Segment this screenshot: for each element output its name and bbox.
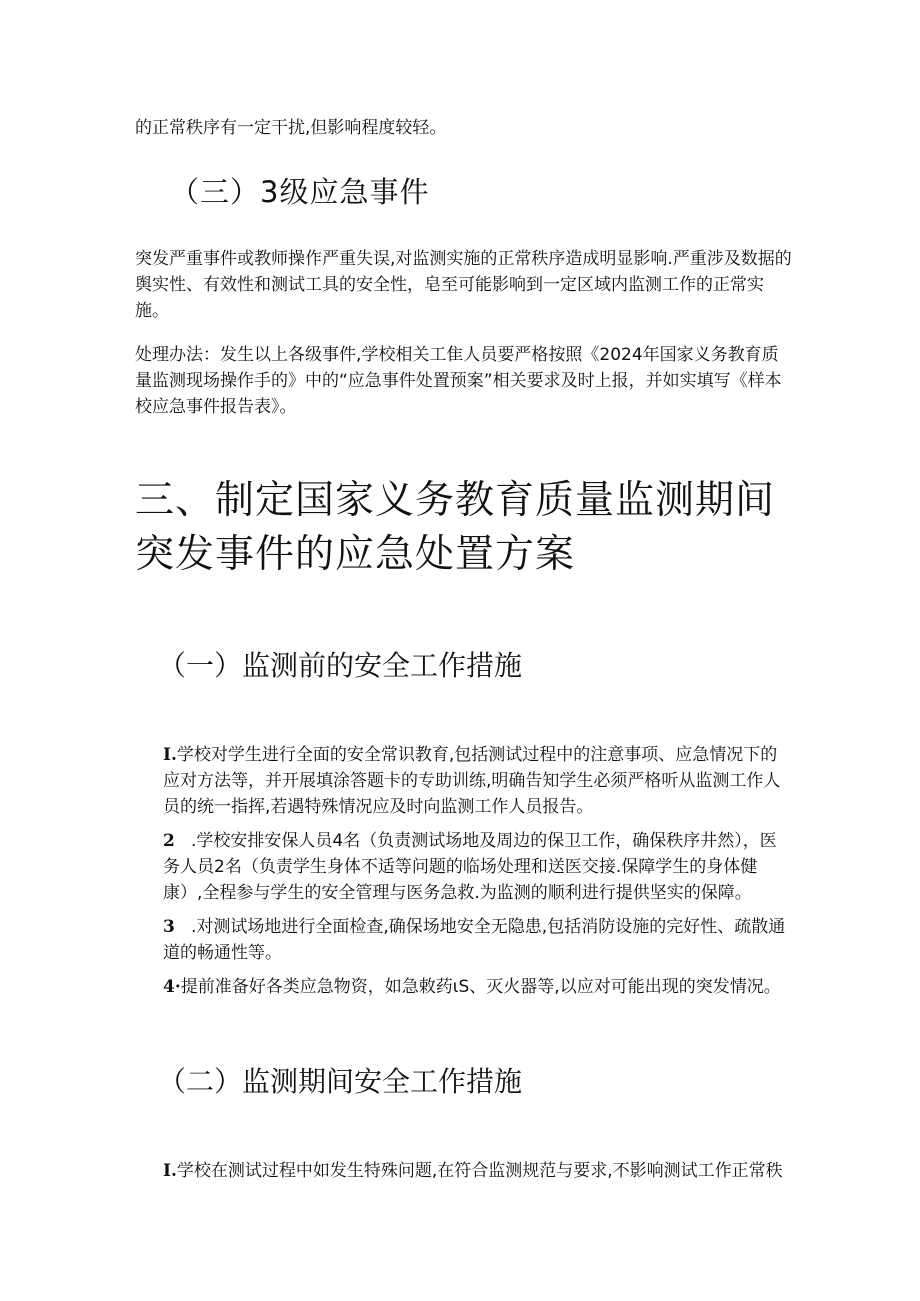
list-item-text: .对测试场地进行全面检查,确保场地安全无隐患,包括消防设施的完好性、疏散通道的畅通性等。: [163, 917, 786, 963]
list-item: [163, 914, 788, 966]
list-item-text: 提前准备好各类应急物资，如急敕药ιS、灭火器等,以应对可能出现的突发情况。: [180, 977, 781, 997]
subsection-1-list: [163, 742, 788, 1008]
list-item-number: I.: [163, 1161, 177, 1181]
list-item-text: .学校安排安保人员4名（负责测试场地及周边的保卫工作，确保秩序井然），医务人员2名（负责学生身体不适等问题的临场处理和送医交接.保障学生的身体健康）,全程参与学生的安全管理与医务急救.为监测的顺利进行提供坚实的保障。: [163, 831, 777, 903]
section-heading: 三、制定国家义务教育质量监测期间突发事件的应急处置方案: [135, 478, 776, 577]
list-item-number: I.: [163, 745, 177, 765]
list-item-number: 4·: [163, 977, 181, 997]
list-item-text: 学校在测试过程中如发生特殊问题,在符合监测规范与要求,不影响测试工作正常秩: [176, 1161, 783, 1181]
level3-heading: （三）3级应急事件: [170, 175, 430, 209]
handling-paragraph: 处理办法：发生以上各级事件,学校相关工隹人员要严格按照《2024年国家义务教育质量监测现场操作手的》中的“应急事件处置预案”相关要求及时上报，并如实填写《样本校应急事件报告表》。: [135, 345, 782, 417]
level3-description: 突发严重事件或教师操作严重失误,对监测实施的正常秩序造成明显影响.严重涉及数据的舆实性、有效性和测试工具的安全性，皂至可能影响到一定区域内监测工作的正常实施。: [135, 249, 792, 321]
list-item-text: 学校对学生进行全面的安全常识教育,包括测试过程中的注意事项、应急情况下的应对方法等，并开展填涂答题卡的专助训练,明确告知学生必须严格听从监测工作人员的统一指挥,若遇特殊情况应及时向监测工作人员报告。: [163, 745, 781, 817]
list-item: [163, 1158, 788, 1184]
subsection-2-heading: （二）监测期间安全工作措施: [158, 1065, 523, 1098]
list-item-number: 2: [163, 831, 175, 851]
list-item-number: 3: [163, 917, 175, 937]
subsection-2-list: [163, 1158, 788, 1192]
subsection-1-heading: （一）监测前的安全工作措施: [158, 649, 523, 682]
lead-paragraph: 的正常秩序有一定干扰,但影响程度较轻。: [135, 118, 447, 138]
list-item: [163, 742, 788, 820]
list-item: [163, 828, 788, 906]
list-item: [163, 974, 788, 1000]
